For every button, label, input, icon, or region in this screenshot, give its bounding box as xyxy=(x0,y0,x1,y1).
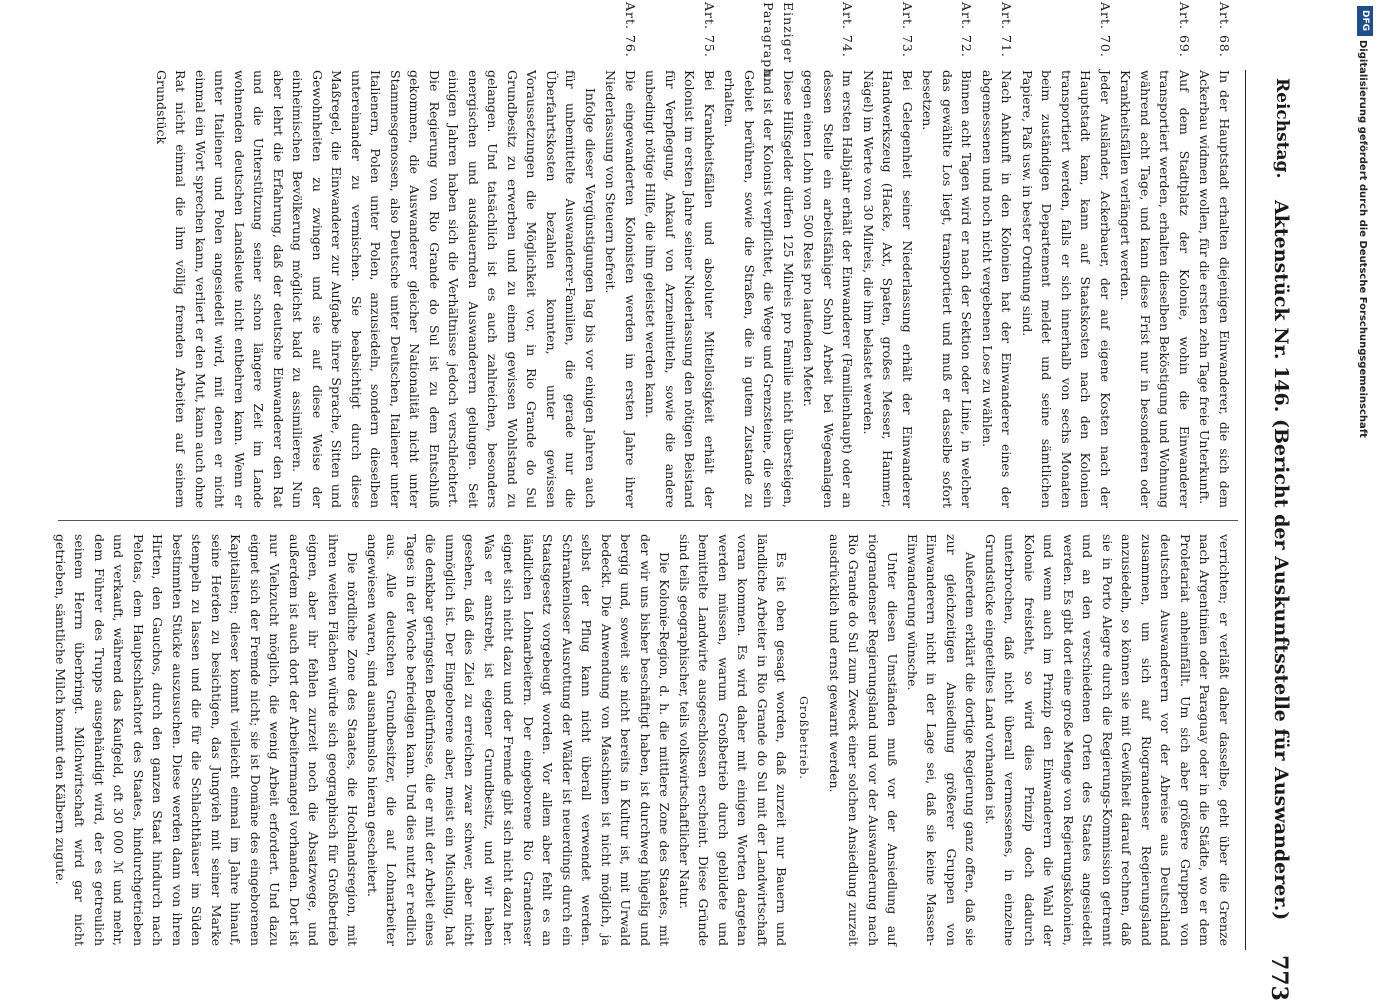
article-text: In der Hauptstadt erhalten diejenigen Einwanderer, die sich dem Ackerbau widmen wollen, für die ersten zehn Tage freie Unterkunft. xyxy=(1197,70,1232,508)
article-text: Auf dem Stadtplatz der Kolonie, wohin die Einwanderer transportiert werden, erhalten dieselben Beköstigung und Wohnung während acht Tage, und kann diese Frist nur in besonderen oder Krankheitsfällen verlängert werden. xyxy=(1118,70,1192,508)
article-text: Binnen acht Tagen wird er nach der Sektion oder Linie, in welcher das gewählte Los liegt, transportiert und muß er dasselbe sofort besetzen. xyxy=(920,70,975,508)
article-72 xyxy=(918,0,977,512)
article-70 xyxy=(1018,0,1116,512)
header-title: Aktenstück Nr. 146. (Bericht der Auskunftsstelle für Auswanderer.) xyxy=(1270,200,1292,921)
article-73 xyxy=(859,0,918,512)
article-label: Art. 72. xyxy=(959,2,975,58)
closing-paragraph: Infolge dieser Vergünstigungen lag bis vor einigen Jahren auch für unbemittelte Auswanderer-Familien, die gerade nur die Überfahrtskosten bezahlen konnten, unter gewissen Voraussetzungen die Möglichkeit vor, in Rio Grande do Sul Grundbesitz zu erwerben und zu einem gewissen Wohlstand zu gelangen. Und tatsächlich ist es auch zahlreichen, besonders energischen und ausdauernden Auswanderern gelungen. Seit einigen Jahren haben sich die Verhältnisse jedoch verschlechtert. Die Regierung von Rio Grande do Sul ist zu dem Entschluß gekommen, die Auswanderer gleicher Nationalität nicht unter Stammesgenossen, also Deutsche unter Deutschen, Italiener unter Italienern, Polen unter Polen, anzusiedeln, sondern dieselben untereinander zu vermischen. Sie beabsichtigt durch diese Maßregel, die Einwanderer zur Aufgabe ihrer Sprache, Sitten und Gewohnheiten zu zwingen und sie auf diese Weise der einheimischen Bevölkerung möglichst bald zu assimilieren. Nun aber lehrt die Erfahrung, daß der deutsche Einwanderer den Rat und die Unterstützung seiner schon längere Zeit im Lande wohnenden deutschen Landsleute nicht entbehren kann. Wenn er unter Italiener und Polen angesiedelt wird, mit denen er nicht einmal ein Wort sprechen kann, verliert er den Mut, kann auch ohne Rat nicht einmal die ihm völlig fremden Arbeiten auf seinem Grundstück xyxy=(154,70,598,508)
article-label: Art. 68. xyxy=(1217,2,1232,58)
page-number: 773 xyxy=(1266,955,1292,1001)
header-parliament: Reichstag. xyxy=(1272,78,1292,179)
article-label: Art. 75. xyxy=(702,2,717,58)
article-69 xyxy=(1116,0,1194,512)
article-text: Im ersten Halbjahr erhält der Einwanderer (Familienhaupt) oder an dessen Stelle ein arbeitsfähiger Sohn) Arbeit bei Wegeanlagen gegen einen Lohn von 500 Reis pro laufenden Meter. xyxy=(801,70,856,508)
section-heading: Großbetrieb. xyxy=(797,696,811,780)
article-label: Einziger Paragraph. xyxy=(761,2,796,83)
article-68 xyxy=(1195,0,1234,512)
article-label: Art. 71. xyxy=(999,2,1015,58)
single-paragraph xyxy=(720,0,798,512)
dfg-logo: DFG xyxy=(1357,6,1373,36)
funding-credit: Digitalisierung gefördert durch die Deutsche Forschungsgemeinschaft xyxy=(1357,40,1368,438)
article-74 xyxy=(799,0,858,512)
article-71 xyxy=(978,0,1017,512)
article-text: Bei Gelegenheit seiner Niederlassung erhält der Einwanderer Handwerkszeug (Hacke, Axt, Spaten, großes Messer, Hammer, Nägel) im Werte von 30 Milreis, die ihm belastet werden. xyxy=(861,70,915,508)
column-divider xyxy=(58,520,1238,521)
paragraph: Es ist oben gesagt worden, daß zurzeit nur Bauern und ländliche Arbeiter in Rio Grande do Sul mit der Landwirtschaft voran kommen. Es wird daher mit einigen Worten dargetan werden müssen, warum Großbetrieb durch gebildete und bemittelte Landwirte ausgeschlossen erscheint. Diese Gründe sind teils geographischer, teils volkswirtschaftlicher Natur. xyxy=(677,534,790,946)
document-page xyxy=(10,0,1300,1000)
header-rule xyxy=(1245,70,1246,950)
paragraph: Unter diesen Umständen muß vor der Ansiedlung auf riograndenser Regierungsland und vor der Auswanderung nach Rio Grande do Sul zum Zweck einer solchen Ansiedlung zurzeit ausdrücklich und ernst gewarnt werden. xyxy=(827,534,901,946)
article-text: Diese Hilfsgelder dürfen 125 Milreis pro Familie nicht übersteigen, und ist der Kolonist verpflichtet, die Wege und Grenzsteine, die sein Gebiet berühren, sowie die Straßen, die in gutem Zustande zu erhalten. xyxy=(722,70,796,508)
article-text: Bei Krankheitsfällen und absoluter Mittellosigkeit erhält der Kolonist im ersten Jahre seiner Niederlassung den nötigen Beistand für Verpflegung, Ankauf von Arzneimitteln, sowie die andere unbedingt nötige Hilfe, die ihm geleistet werden kann. xyxy=(643,70,717,508)
article-75 xyxy=(641,0,719,512)
article-76 xyxy=(601,0,640,512)
article-label: Art. 69. xyxy=(1177,2,1192,58)
right-column xyxy=(51,528,1235,948)
paragraph: Die nördliche Zone des Staates, die Hochlandsregion, mit ihren weiten Flächen würde sich geographisch für Großbetrieb eignen, aber ihr fehlen zurzeit noch die Absatzwege, und außerdem ist auch dort der Arbeitermangel vorhanden. Dort ist nur Viehzucht möglich, die wenig Arbeit erfordert. Und dazu eignet sich der Fremde nicht; sie ist Domäne des eingeborenen Kapitalisten; dieser kommt vielleicht einmal im Jahre hinauf, seine Herden zu besichtigen, das Jungvieh mit seiner Marke stempeln zu lassen und die für die Schlachthäuser im Süden bestimmten Stücke auszusuchen. Diese werden dann von ihren Hirten, den Gauchos, durch den ganzen Staat hindurch nach Pelotas, dem Hauptschlachtort des Staates, hindurchgetrieben und verkauft, während das Kaufgeld, oft 30 000 ℳ und mehr, dem Führer des Trupps ausgehändigt wird, der es getreulich seinem Herrn überbringt. Milchwirtschaft wird gar nicht getrieben, sämtliche Milch kommt den Kälbern zugute. xyxy=(53,534,361,946)
left-column xyxy=(152,0,1235,512)
paragraph: verrichten; er verläßt daher dasselbe, geht über die Grenze nach Argentinien oder Paraguay oder in die Städte, wo er dem Proletariat anheimfällt. Um sich aber größere Gruppen von deutschen Auswanderern vor der Abreise aus Deutschland zusammen, um sich auf Riograndenser Regierungsland anzusiedeln, so können sie mit Gewißheit darauf rechnen, daß sie in Porto Alegre durch die Regierungs-Kommission getrennt und an den verschiedenen Orten des Staates angesiedelt werden. Es gibt dort eine große Menge von Regierungskolonien, und wenn auch im Prinzip den Einwanderern die Wahl der Kolonie freisteht, so wird dies Prinzip doch dadurch unterbrochen, daß nicht überall vermessenes, in einzelne Grundstücke eingeteiltes Land vorhanden ist. xyxy=(983,534,1232,946)
article-label: Art. 74. xyxy=(840,2,856,58)
paragraph: Die Kolonie-Region, d. h. die mittlere Zone des Staates, mit der wir uns bisher beschäftigt haben, ist durchweg hügelig und bergig und, soweit sie nicht bereits in Kultur ist, mit Urwald bedeckt. Die Anwendung von Maschinen ist nicht möglich, ja selbst der Pflug kann nicht überall verwendet werden. Schrankenloser Ausrottung der Wälder ist neuerdings durch ein Staatsgesetz vorgebeugt worden. Vor allem aber fehlt es an ländlichen Lohnarbeitern. Der eingeborene Rio Grandenser eignet sich nicht dazu und der Fremde gibt sich nicht dazu her. Was er anstrebt, ist eigener Grundbesitz, und wir haben gesehen, daß dies Ziel zu erreichen zwar schwer, aber nicht unmöglich ist. Der Eingeborene aber, meist ein Mischling, hat die denkbar geringsten Bedürfnisse, die er mit der Arbeit eines Tages in der Woche befriedigen kann. Und dies nutzt er redlich aus. Alle deutschen Grundbesitzer, die auf Lohnarbeiter angewiesen waren, sind ausnahmslos hieran gescheitert. xyxy=(365,534,673,946)
paragraph: Außerdem erklärt die dortige Regierung ganz offen, daß sie zur gleichzeitigen Ansiedlung größerer Gruppen von Einwanderern nicht in der Lage sei, daß sie keine Massen-Einwanderung wünsche. xyxy=(905,534,979,946)
digitization-sidebar xyxy=(1347,0,1383,1000)
article-label: Art. 73. xyxy=(900,2,915,58)
article-text: Jeder Ausländer, Ackerbauer, der auf eigene Kosten nach der Hauptstadt kam, kann auf Staatskosten nach den Kolonien transportiert werden, falls er sich innerhalb von sechs Monaten beim zuständigen Departement meldet und seine sämtlichen Papiere, Paß usw. in bester Ordnung sind. xyxy=(1020,70,1113,508)
article-label: Art. 70. xyxy=(1098,2,1113,58)
article-label: Art. 76. xyxy=(623,2,638,58)
article-text: Nach Ankunft in den Kolonien hat der Einwanderer eines der abgemessenen und noch nicht vergebenen Lose zu wählen. xyxy=(980,70,1015,508)
article-text: Die eingewanderten Kolonisten werden im ersten Jahre ihrer Niederlassung von Steuern befreit. xyxy=(603,70,638,508)
